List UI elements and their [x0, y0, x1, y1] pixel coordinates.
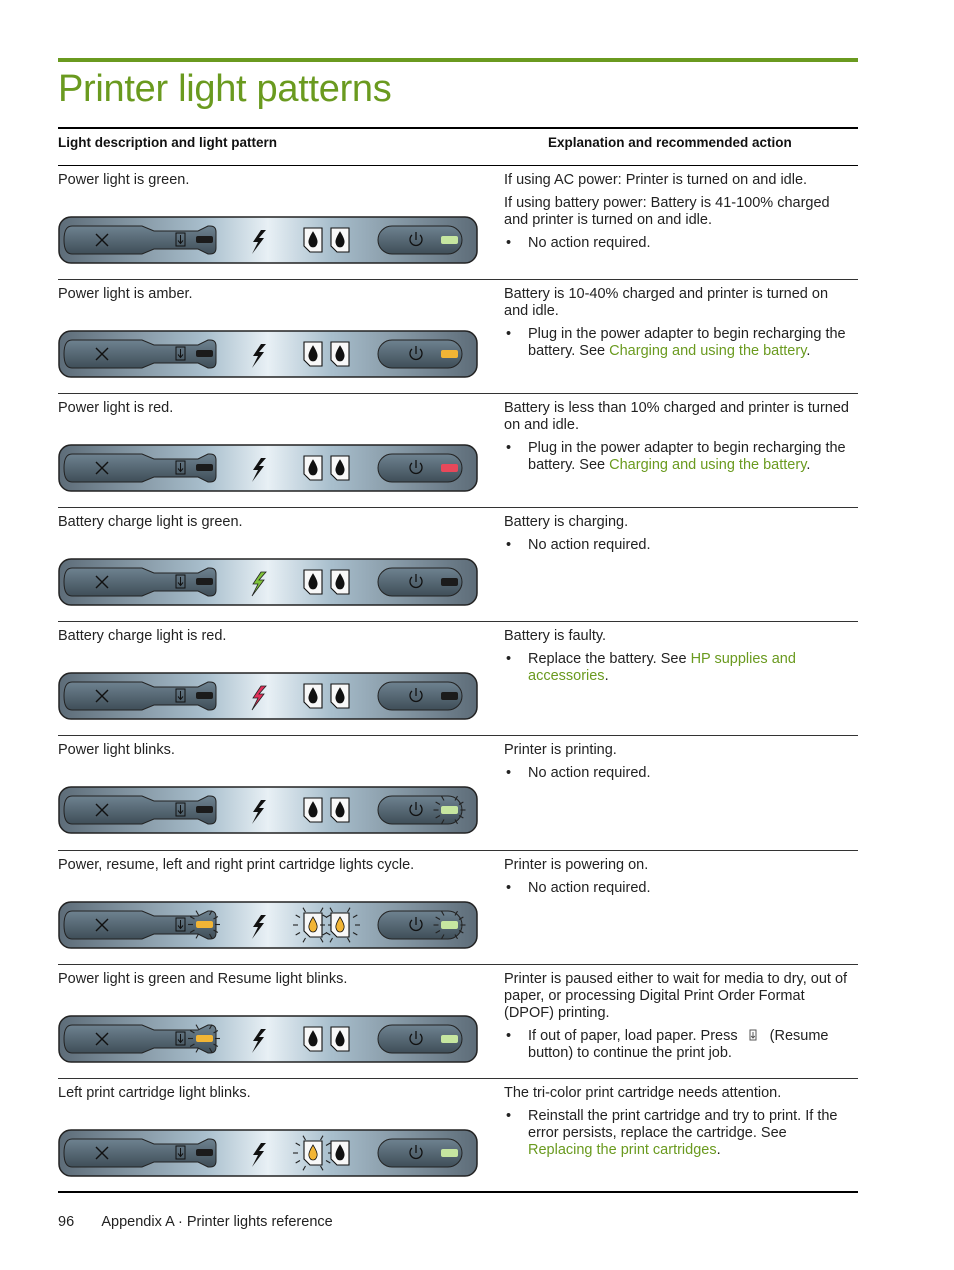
light-description: Power light is amber. — [58, 286, 193, 302]
left-cartridge-icon — [304, 1027, 322, 1051]
control-panel-illustration — [58, 330, 478, 378]
footer-text: Appendix A · Printer lights reference — [101, 1214, 333, 1230]
bullet-dot: • — [506, 235, 512, 251]
explanation-text: Battery is less than 10% charged and printer is turned on and idle. — [504, 400, 849, 433]
table-row — [58, 965, 858, 1079]
table-row — [58, 166, 858, 280]
page-title: Printer light patterns — [58, 68, 392, 110]
explanation-cell — [504, 1085, 854, 1159]
table-row — [58, 851, 858, 965]
light-description: Left print cartridge light blinks. — [58, 1085, 251, 1101]
power-led — [441, 1149, 458, 1157]
light-description: Power light blinks. — [58, 742, 175, 758]
table-row — [58, 622, 858, 736]
resume-led — [196, 578, 213, 585]
bullet-text-end: . — [716, 1142, 721, 1158]
power-button-group — [378, 340, 462, 368]
table-row — [58, 394, 858, 508]
table-row — [58, 736, 858, 851]
control-panel-illustration — [58, 444, 478, 492]
power-led — [441, 692, 458, 700]
control-panel-illustration — [58, 558, 478, 606]
right-cartridge-icon — [331, 798, 349, 822]
explanation-text: If using AC power: Printer is turned on and idle. — [504, 172, 808, 188]
power-led — [441, 1035, 458, 1043]
action-bullet — [504, 880, 854, 897]
power-button-group — [378, 796, 466, 824]
control-panel-illustration — [58, 216, 478, 264]
table-row — [58, 280, 858, 394]
resume-button-icon — [746, 1028, 760, 1042]
right-cartridge-icon — [331, 342, 349, 366]
left-cartridge-icon — [304, 684, 322, 708]
explanation-cell — [504, 628, 854, 685]
bullet-text: If out of paper, load paper. Press — [528, 1028, 742, 1044]
bullet-text: Plug in the power adapter to begin recharging the battery. See — [528, 440, 846, 473]
cross-reference-link[interactable]: HP supplies and accessories — [528, 651, 796, 684]
explanation-cell — [504, 857, 854, 897]
header-light-description: Light description and light pattern — [58, 135, 277, 150]
resume-led — [196, 1035, 213, 1042]
bullet-dot: • — [506, 440, 512, 456]
left-cartridge-icon — [304, 342, 322, 366]
bullet-text-end: . — [806, 343, 811, 359]
bullet-text-end: . — [806, 457, 811, 473]
table-row — [58, 508, 858, 622]
table-body — [58, 166, 858, 1193]
explanation-cell — [504, 514, 854, 554]
explanation-cell — [504, 286, 854, 360]
bullet-dot: • — [506, 1028, 512, 1044]
power-button-group — [378, 1139, 462, 1167]
control-panel-illustration — [58, 672, 478, 720]
resume-led — [196, 236, 213, 243]
power-led — [441, 350, 458, 358]
explanation-cell — [504, 971, 854, 1062]
action-bullet — [504, 235, 854, 252]
bullet-text: No action required. — [528, 537, 651, 553]
bullet-text: No action required. — [528, 765, 651, 781]
action-bullet — [504, 537, 854, 554]
right-cartridge-icon — [331, 1141, 349, 1165]
table-header — [58, 127, 858, 166]
explanation-cell — [504, 400, 854, 474]
bullet-dot: • — [506, 326, 512, 342]
light-description: Battery charge light is green. — [58, 514, 243, 530]
cross-reference-link[interactable]: Charging and using the battery — [609, 343, 807, 359]
explanation-text: Battery is 10-40% charged and printer is turned on and idle. — [504, 286, 829, 319]
right-cartridge-icon — [331, 570, 349, 594]
resume-led — [196, 692, 213, 699]
light-description: Power light is green. — [58, 172, 190, 188]
top-rule — [58, 58, 858, 62]
explanation-text: Battery is charging. — [504, 514, 629, 530]
left-cartridge-icon — [304, 228, 322, 252]
cross-reference-link[interactable]: Replacing the print cartridges — [528, 1142, 717, 1158]
power-led — [441, 806, 458, 814]
power-button-group — [378, 226, 462, 254]
bullet-text-continued: (Resume button) to continue the print job. — [528, 1028, 829, 1061]
control-panel-illustration — [58, 1129, 478, 1177]
bullet-text: Replace the battery. See — [528, 651, 691, 667]
resume-led — [196, 464, 213, 471]
bullet-text: No action required. — [528, 880, 651, 896]
bullet-dot: • — [506, 651, 512, 667]
page-number: 96 — [58, 1214, 75, 1230]
explanation-text: Battery is faulty. — [504, 628, 607, 644]
resume-led — [196, 350, 213, 357]
power-button-group — [378, 1025, 462, 1053]
power-led — [441, 578, 458, 586]
power-led — [441, 921, 458, 929]
bullet-dot: • — [506, 765, 512, 781]
action-bullet — [504, 1108, 854, 1159]
power-button-group — [378, 568, 462, 596]
explanation-text: Printer is printing. — [504, 742, 617, 758]
resume-led — [196, 806, 213, 813]
control-panel-illustration — [58, 901, 478, 949]
resume-led — [196, 921, 213, 928]
bullet-dot: • — [506, 537, 512, 553]
action-bullet — [504, 651, 854, 685]
header-explanation: Explanation and recommended action — [548, 135, 792, 150]
power-button-group — [378, 911, 466, 939]
power-led — [441, 236, 458, 244]
action-bullet — [504, 1028, 854, 1062]
light-description: Battery charge light is red. — [58, 628, 227, 644]
bullet-text: No action required. — [528, 235, 651, 251]
power-button-group — [378, 454, 462, 482]
action-bullet — [504, 326, 854, 360]
explanation-cell — [504, 742, 854, 782]
bullet-text-end: . — [604, 668, 609, 684]
explanation-text: Printer is paused either to wait for media to dry, out of paper, or processing Digital Print Order Format (DPOF) printing. — [504, 971, 848, 1021]
explanation-cell — [504, 172, 854, 252]
power-button-group — [378, 682, 462, 710]
explanation-text: If using battery power: Battery is 41-100% charged and printer is turned on and idle. — [504, 195, 830, 228]
left-cartridge-icon — [304, 798, 322, 822]
explanation-text: The tri-color print cartridge needs attention. — [504, 1085, 782, 1101]
light-pattern-table — [58, 127, 858, 1193]
bullet-text: Reinstall the print cartridge and try to print. If the error persists, replace the cartridge. See — [528, 1108, 838, 1141]
right-cartridge-icon — [331, 684, 349, 708]
right-cartridge-icon — [331, 228, 349, 252]
resume-led — [196, 1149, 213, 1156]
bullet-dot: • — [506, 880, 512, 896]
action-bullet — [504, 440, 854, 474]
light-description: Power light is green and Resume light blinks. — [58, 971, 348, 987]
left-cartridge-icon — [304, 456, 322, 480]
explanation-text: Printer is powering on. — [504, 857, 649, 873]
power-led — [441, 464, 458, 472]
right-cartridge-icon — [331, 1027, 349, 1051]
right-cartridge-icon — [331, 456, 349, 480]
bullet-text: Plug in the power adapter to begin recharging the battery. See — [528, 326, 846, 359]
cross-reference-link[interactable]: Charging and using the battery — [609, 457, 807, 473]
left-cartridge-icon — [304, 570, 322, 594]
table-row — [58, 1079, 858, 1193]
control-panel-illustration — [58, 786, 478, 834]
action-bullet — [504, 765, 854, 782]
light-description: Power light is red. — [58, 400, 174, 416]
light-description: Power, resume, left and right print cartridge lights cycle. — [58, 857, 415, 873]
page-footer — [58, 1214, 333, 1230]
control-panel-illustration — [58, 1015, 478, 1063]
bullet-dot: • — [506, 1108, 512, 1124]
